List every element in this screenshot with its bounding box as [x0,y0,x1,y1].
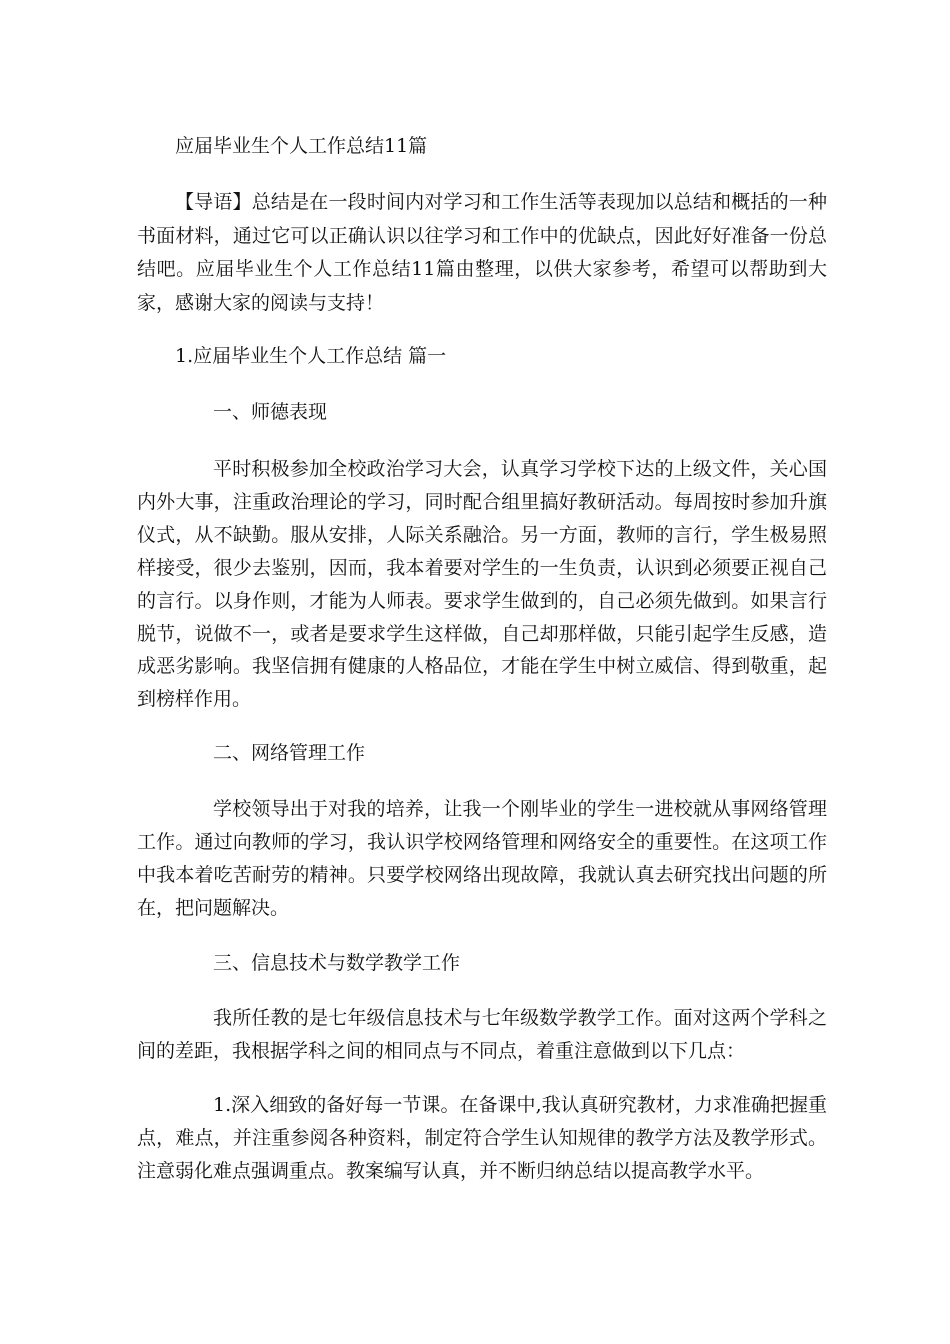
subsection-heading: 一、师德表现 [213,401,328,423]
subsection-heading: 三、信息技术与数学教学工作 [213,952,461,974]
body-paragraph: 我所任教的是七年级信息技术与七年级数学教学工作。面对这两个学科之间的差距，我根据学科之间的相同点与不同点，着重注意做到以下几点： [137,1007,827,1062]
section-heading: 1.应届毕业生个人工作总结 篇一 [175,345,447,367]
intro-paragraph: 【导语】总结是在一段时间内对学习和工作生活等表现加以总结和概括的一种书面材料，通过它可以正确认识以往学习和工作中的优缺点，因此好好准备一份总结吧。应届毕业生个人工作总结11篇由整理，以供大家参考，希望可以帮助到大家，感谢大家的阅读与支持！ [137,191,827,314]
body-paragraph: 平时积极参加全校政治学习大会，认真学习学校下达的上级文件，关心国内外大事，注重政治理论的学习，同时配合组里搞好教研活动。每周按时参加升旗仪式，从不缺勤。服从安排，人际关系融洽。另一方面，教师的言行，学生极易照样接受，很少去鉴别，因而，我本着要对学生的一生负责，认识到必须要正视自己的言行。以身作则，才能为人师表。要求学生做到的，自己必须先做到。如果言行脱节，说做不一，或者是要求学生这样做，自己却那样做，只能引起学生反感，造成恶劣影响。我坚信拥有健康的人格品位，才能在学生中树立威信、得到敬重，起到榜样作用。 [137,458,827,711]
body-paragraph: 学校领导出于对我的培养，让我一个刚毕业的学生一进校就从事网络管理工作。通过向教师的学习，我认识学校网络管理和网络安全的重要性。在这项工作中我本着吃苦耐劳的精神。只要学校网络出现故障，我就认真去研究找出问题的所在，把问题解决。 [137,798,827,919]
body-paragraph: 1.深入细致的备好每一节课。在备课中,我认真研究教材，力求准确把握重点，难点，并注重参阅各种资料，制定符合学生认知规律的教学方法及教学形式。注意弱化难点强调重点。教案编写认真，并不断归纳总结以提高教学水平。 [137,1094,827,1182]
document-title: 应届毕业生个人工作总结11篇 [175,135,428,157]
subsection-heading: 二、网络管理工作 [213,742,366,764]
